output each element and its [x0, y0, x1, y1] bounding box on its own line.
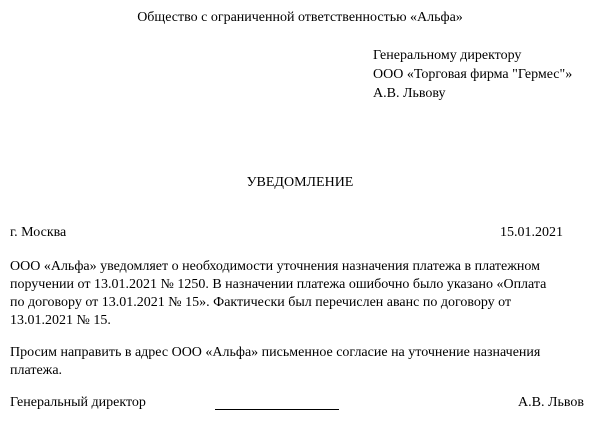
- document-title: УВЕДОМЛЕНИЕ: [246, 175, 354, 190]
- signer-name: А.В. Львов: [518, 395, 584, 410]
- document-place: г. Москва: [10, 225, 67, 240]
- addressee-position: Генеральному директору: [373, 48, 522, 63]
- paragraph-line: ООО «Альфа» уведомляет о необходимости уточнения назначения платежа в платежном: [10, 259, 541, 274]
- paragraph-line: поручении от 13.01.2021 № 1250. В назначении платежа ошибочно было указано «Оплата: [10, 277, 547, 292]
- signature-row: [10, 394, 590, 414]
- signer-role: Генеральный директор: [10, 395, 146, 410]
- body-paragraph-2: [10, 344, 575, 380]
- body-paragraph-1: [10, 258, 575, 330]
- paragraph-line: по договору от 13.01.2021 № 15». Фактически был перечислен аванс по договору от: [10, 295, 512, 310]
- paragraph-line: платежа.: [10, 363, 63, 378]
- signature-line: [215, 409, 339, 410]
- place-date-row: [10, 224, 563, 241]
- addressee-block: [373, 47, 593, 104]
- paragraph-line: Просим направить в адрес ООО «Альфа» письменное согласие на уточнение назначения: [10, 345, 541, 360]
- addressee-company: ООО «Торговая фирма "Гермес"»: [373, 67, 573, 82]
- paragraph-line: 13.01.2021 № 15.: [10, 313, 111, 328]
- addressee-name: А.В. Львову: [373, 86, 446, 101]
- organization-name: Общество с ограниченной ответственностью «Альфа»: [137, 10, 463, 25]
- document-date: 15.01.2021: [500, 225, 563, 240]
